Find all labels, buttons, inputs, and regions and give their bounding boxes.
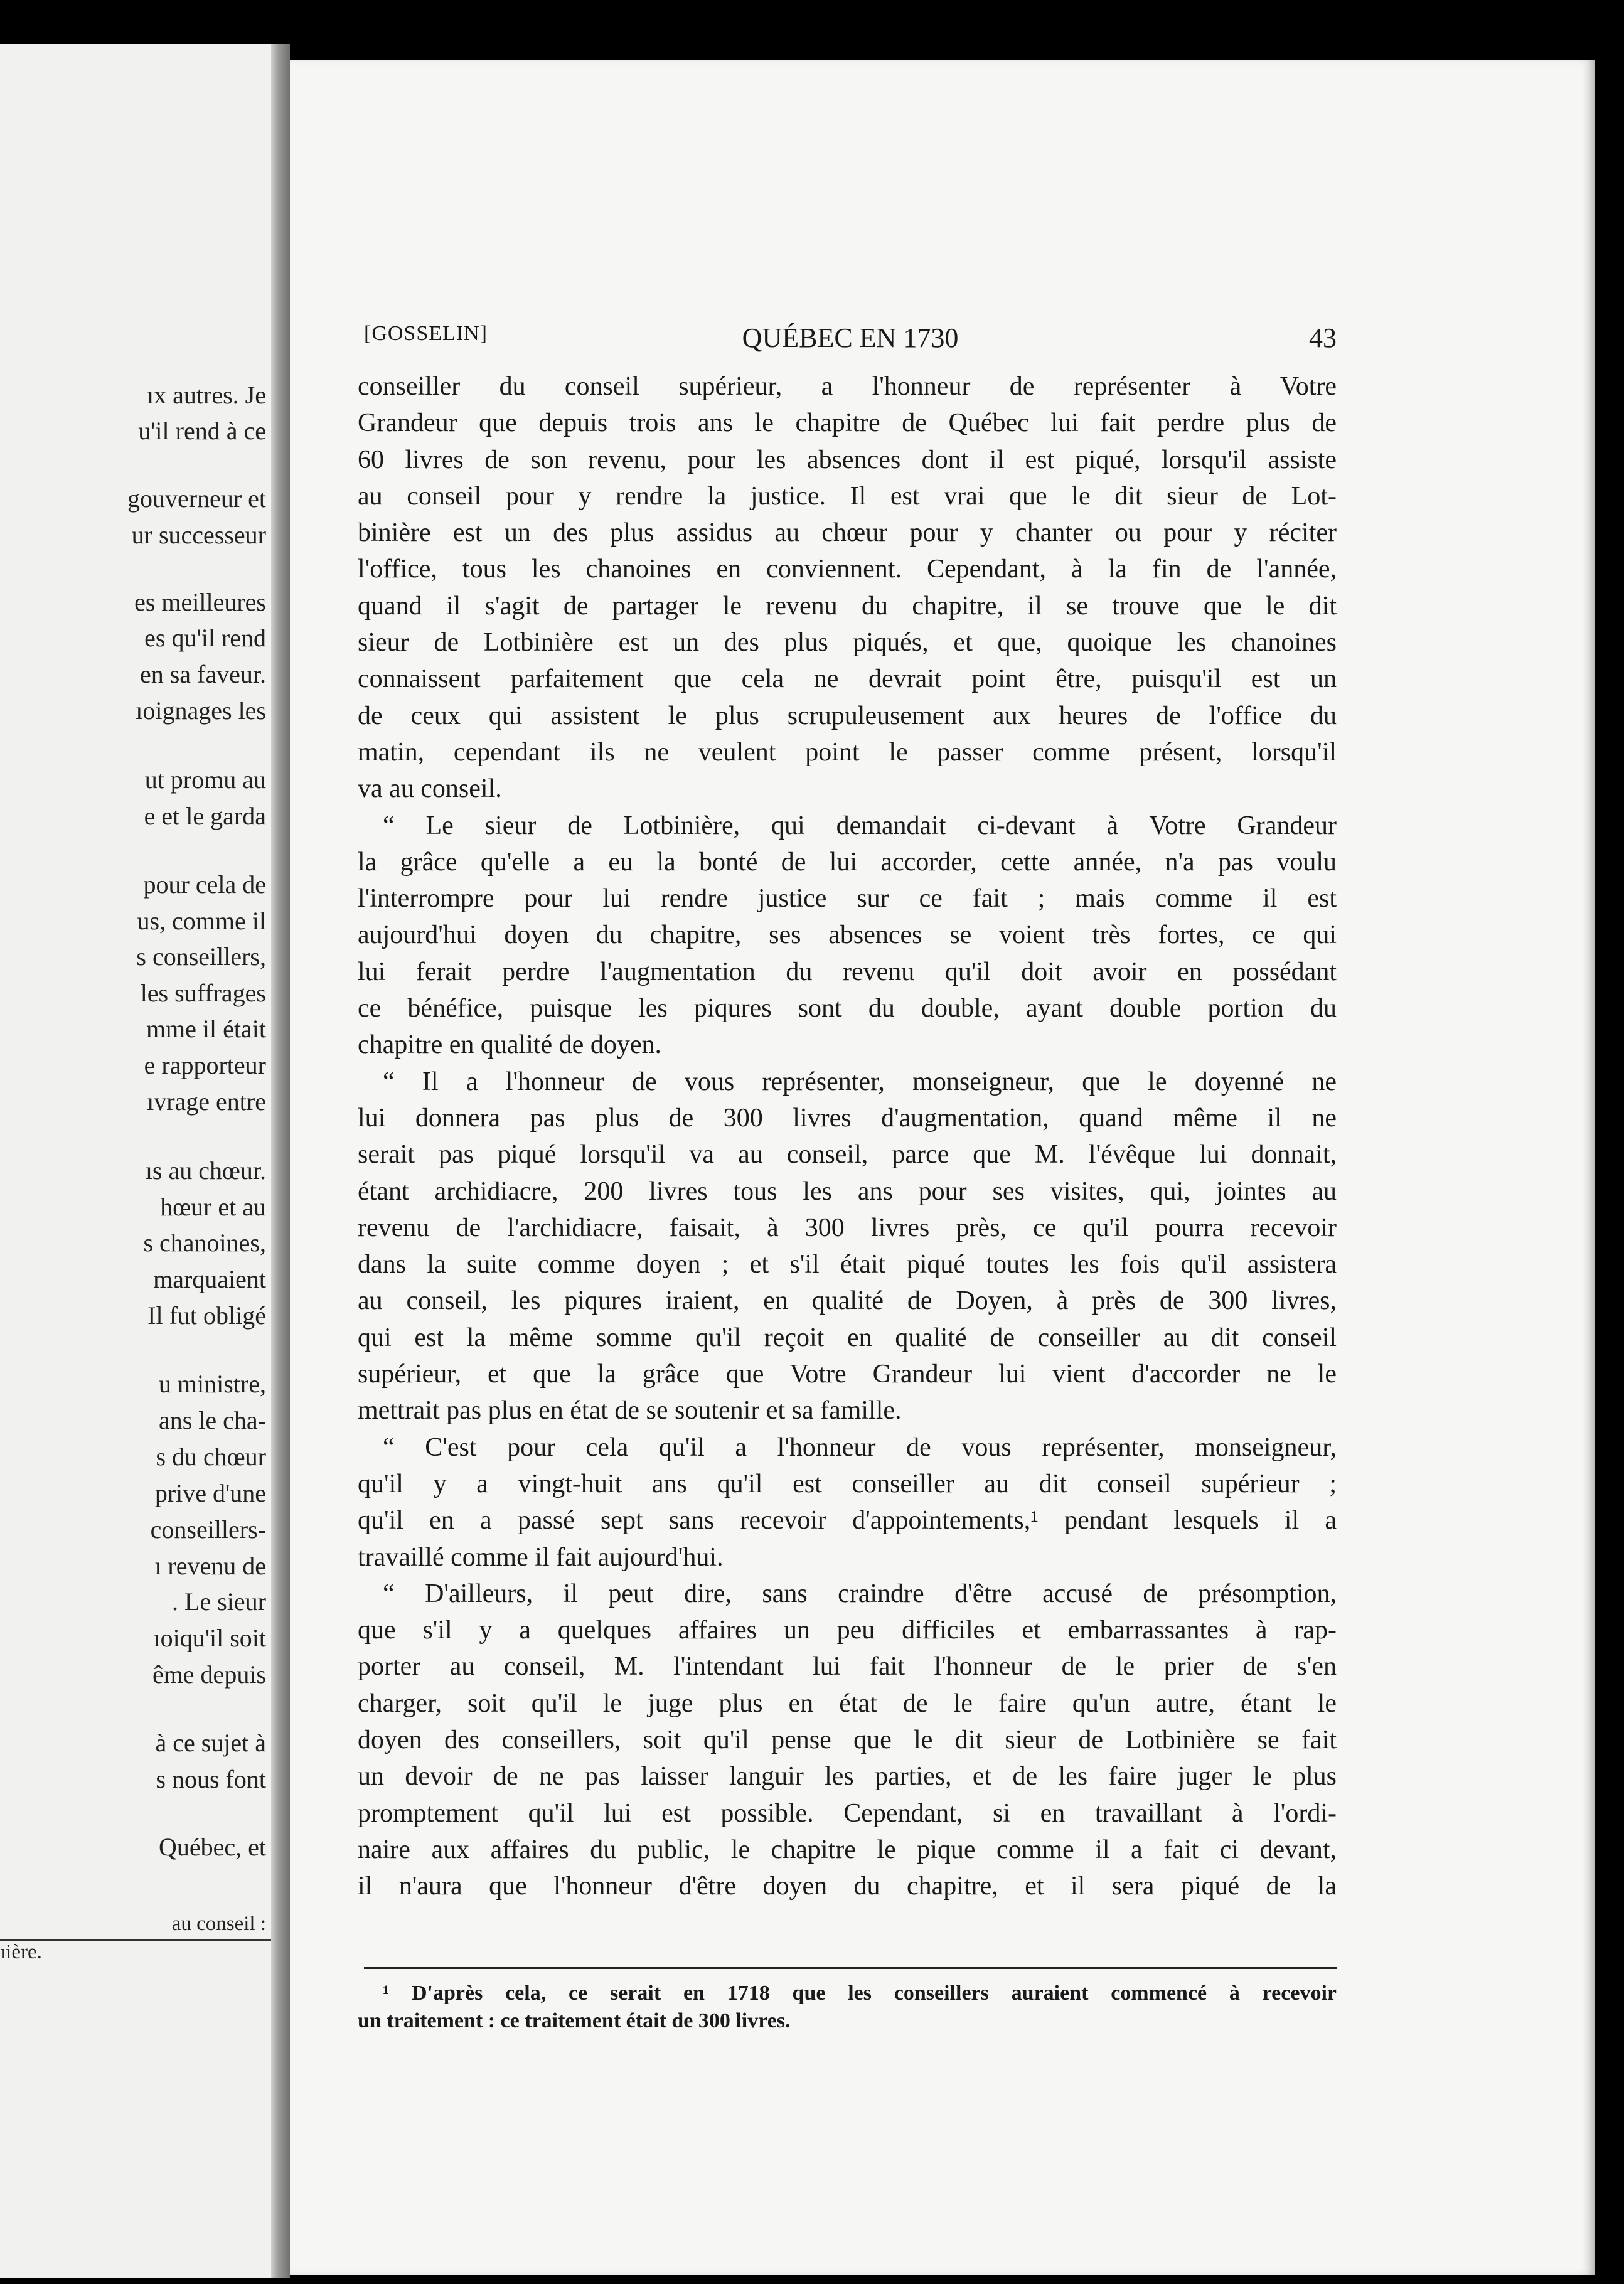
body-line: 60 livres de son revenu, pour les absences dont il est piqué, lorsqu'il assiste	[358, 445, 1337, 474]
footnote-line: un traitement : ce traitement était de 300 livres.	[358, 2009, 791, 2032]
body-line: “ D'ailleurs, il peut dire, sans craindre d'être accusé de présomption,	[383, 1579, 1337, 1608]
body-line: promptement qu'il lui est possible. Cependant, si en travaillant à l'ordi-	[358, 1798, 1337, 1828]
left-page-line: à ce sujet à	[155, 1729, 266, 1757]
body-line: étant archidiacre, 200 livres tous les ans pour ses visites, qui, jointes au	[358, 1177, 1337, 1206]
footnotes	[358, 1980, 1337, 2035]
body-line: au conseil pour y rendre la justice. Il est vrai que le dit sieur de Lot-	[358, 481, 1337, 511]
body-line: va au conseil.	[358, 774, 502, 804]
body-line: revenu de l'archidiacre, faisait, à 300 livres près, ce qu'il pourra recevoir	[358, 1213, 1337, 1242]
left-facing-page	[0, 44, 271, 2278]
body-line: matin, cependant ils ne veulent point le passer comme présent, lorsqu'il	[358, 737, 1337, 767]
left-page-line: ans le cha-	[158, 1406, 266, 1434]
footnote-rule	[364, 1967, 1337, 1969]
body-line: doyen des conseillers, soit qu'il pense que le dit sieur de Lotbinière se fait	[358, 1725, 1337, 1754]
left-page-line: . Le sieur	[172, 1588, 266, 1616]
book-gutter	[271, 44, 290, 2278]
body-line: porter au conseil, M. l'intendant lui fait l'honneur de le prier de s'en	[358, 1652, 1337, 1682]
left-page-line: ıs au chœur.	[145, 1156, 266, 1185]
left-page-line: ıvrage entre	[147, 1087, 266, 1116]
left-page-line: us, comme il	[137, 907, 266, 935]
body-line: “ Il a l'honneur de vous représenter, monseigneur, que le doyenné ne	[383, 1067, 1337, 1096]
body-text	[358, 368, 1337, 1904]
left-page-line: ı revenu de	[154, 1552, 266, 1580]
left-page-line: s nous font	[156, 1765, 266, 1793]
left-page-line: Québec, et	[158, 1833, 266, 1861]
body-line: qu'il en a passé sept sans recevoir d'appointements,¹ pendant lesquels il a	[358, 1506, 1337, 1535]
body-line: de ceux qui assistent le plus scrupuleusement aux heures de l'office du	[358, 701, 1337, 730]
left-page-line: ut promu au	[144, 766, 266, 794]
left-page-line: ur successeur	[131, 521, 266, 549]
body-line: naire aux affaires du public, le chapitre le pique comme il a fait ci devant,	[358, 1835, 1337, 1864]
page-number: 43	[1309, 323, 1337, 353]
body-line: que s'il y a quelques affaires un peu difficiles et embarrassantes à rap-	[358, 1616, 1337, 1645]
left-page-line: u ministre,	[158, 1370, 266, 1398]
left-page-line: pour cela de	[143, 870, 266, 899]
body-line: Grandeur que depuis trois ans le chapitre de Québec lui fait perdre plus de	[358, 408, 1337, 438]
left-page-line: en sa faveur.	[139, 660, 266, 688]
body-line: au conseil, les piqures iraient, en qualité de Doyen, à près de 300 livres,	[358, 1286, 1337, 1316]
left-page-line: ıx autres. Je	[147, 381, 266, 409]
footnote-line: ¹ D'après cela, ce serait en 1718 que les conseillers auraient commencé à recevoir	[383, 1982, 1337, 2005]
left-page-line: marquaient	[153, 1265, 266, 1293]
left-page-line: es meilleures	[134, 588, 266, 616]
left-page-line: hœur et au	[160, 1193, 266, 1221]
body-line: chapitre en qualité de doyen.	[358, 1030, 661, 1060]
body-line: conseiller du conseil supérieur, a l'honneur de représenter à Votre	[358, 372, 1337, 401]
body-line: ce bénéfice, puisque les piqures sont du double, ayant double portion du	[358, 994, 1337, 1023]
body-line: la grâce qu'elle a eu la bonté de lui accorder, cette année, n'a pas voulu	[358, 847, 1337, 877]
body-line: connaissent parfaitement que cela ne devrait point être, puisqu'il est un	[358, 664, 1337, 694]
body-line: l'office, tous les chanoines en conviennent. Cependant, à la fin de l'année,	[358, 555, 1337, 584]
left-page-line: e et le garda	[144, 802, 266, 830]
body-line: qui est la même somme qu'il reçoit en qualité de conseiller au dit conseil	[358, 1323, 1337, 1352]
body-line: charger, soit qu'il le juge plus en état de le faire qu'un autre, étant le	[358, 1689, 1337, 1718]
body-line: binière est un des plus assidus au chœur pour y chanter ou pour y réciter	[358, 518, 1337, 548]
left-page-line: Il fut obligé	[147, 1301, 266, 1330]
running-head-author: [GOSSELIN]	[364, 322, 488, 345]
running-head-title: QUÉBEC EN 1730	[742, 323, 959, 353]
body-line: aujourd'hui doyen du chapitre, ses absences se voient très fortes, ce qui	[358, 921, 1337, 950]
body-line: il n'aura que l'honneur d'être doyen du chapitre, et il sera piqué de la	[358, 1872, 1337, 1901]
left-page-line: mme il était	[146, 1015, 266, 1043]
body-line: “ Le sieur de Lotbinière, qui demandait ci-devant à Votre Grandeur	[383, 811, 1337, 840]
body-line: travaillé comme il fait aujourd'hui.	[358, 1542, 724, 1572]
left-page-line: ême depuis	[152, 1660, 266, 1689]
left-page-line: conseillers-	[150, 1515, 266, 1544]
left-page-line: ıoignages les	[136, 696, 266, 725]
body-line: quand il s'agit de partager le revenu du chapitre, il se trouve que le dit	[358, 591, 1337, 621]
left-page-line: e rapporteur	[144, 1051, 266, 1079]
main-page	[290, 60, 1595, 2275]
body-line: un devoir de ne pas laisser languir les parties, et de les faire juger le plus	[358, 1762, 1337, 1791]
page-header	[364, 322, 1337, 360]
left-page-line: ıoiqu'il soit	[153, 1624, 266, 1652]
left-page-footnote-line: au conseil :	[171, 1913, 266, 1935]
left-page-line: s du chœur	[156, 1443, 266, 1471]
body-line: sieur de Lotbinière est un des plus piqués, et que, quoique les chanoines	[358, 628, 1337, 658]
left-page-line: s conseillers,	[136, 942, 266, 971]
left-page-line: prive d'une	[154, 1479, 266, 1507]
body-line: supérieur, et que la grâce que Votre Grandeur lui vient d'accorder ne le	[358, 1360, 1337, 1389]
body-line: lui ferait perdre l'augmentation du revenu qu'il doit avoir en possédant	[358, 957, 1337, 986]
left-page-footnote-line: ıière.	[0, 1941, 42, 1963]
left-page-line: u'il rend à ce	[138, 417, 266, 445]
body-line: lui donnera pas plus de 300 livres d'augmentation, quand même il ne	[358, 1103, 1337, 1133]
body-line: l'interrompre pour lui rendre justice sur ce fait ; mais comme il est	[358, 884, 1337, 914]
left-page-line: es qu'il rend	[144, 624, 266, 652]
left-page-line: les suffrages	[140, 979, 266, 1007]
body-line: qu'il y a vingt-huit ans qu'il est conseiller au dit conseil supérieur ;	[358, 1469, 1337, 1498]
body-line: mettrait pas plus en état de se soutenir et sa famille.	[358, 1396, 902, 1426]
body-line: dans la suite comme doyen ; et s'il était piqué toutes les fois qu'il assistera	[358, 1250, 1337, 1279]
body-line: serait pas piqué lorsqu'il va au conseil, parce que M. l'évêque lui donnait,	[358, 1140, 1337, 1170]
left-page-line: s chanoines,	[143, 1229, 266, 1257]
left-page-line: gouverneur et	[127, 484, 266, 513]
body-line: “ C'est pour cela qu'il a l'honneur de vous représenter, monseigneur,	[383, 1433, 1337, 1462]
